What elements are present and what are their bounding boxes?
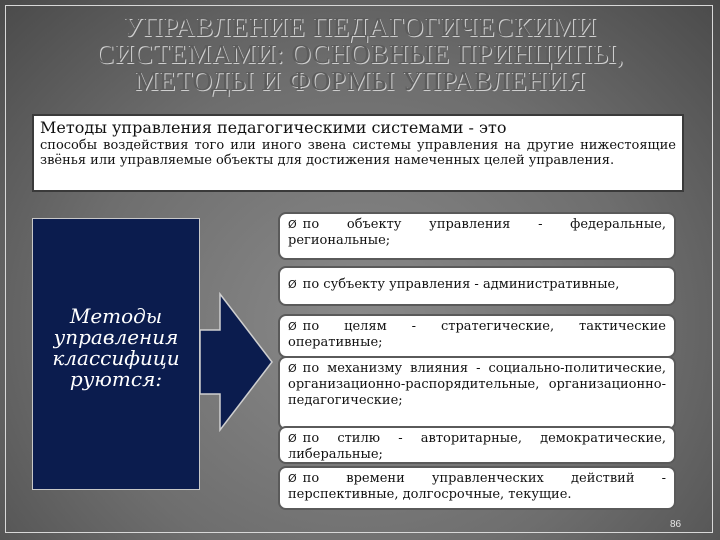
bullet-arrow-icon: Ø [288, 218, 297, 231]
bullet-arrow-icon: Ø [288, 362, 297, 375]
item-text: по времени управленческих действий - перспективные, долгосрочные, текущие. [288, 471, 666, 502]
bullet-arrow-icon: Ø [288, 432, 297, 445]
slide-title [30, 14, 690, 95]
classification-label-line-3: классифици [52, 346, 180, 370]
item-text: по объекту управления - федеральные, региональные; [288, 217, 666, 248]
definition-text: способы воздействия того или иного звена системы управления на другие нижестоящие звёнья или управляемые объекты для достижения намеченных целей управления. [40, 138, 676, 168]
bullet-arrow-icon: Ø [288, 472, 297, 485]
item-text: по целям - стратегические, тактические оперативные; [288, 319, 666, 350]
title-line-1: УПРАВЛЕНИЕ ПЕДАГОГИЧЕСКИМИ [123, 12, 597, 42]
list-item-by-object [278, 212, 676, 260]
item-text: по стилю - авторитарные, демократические, либеральные; [288, 431, 666, 462]
title-line-2: СИСТЕМАМИ: ОСНОВНЫЕ ПРИНЦИПЫ, [96, 39, 624, 69]
list-item-by-style [278, 426, 676, 464]
classification-label [40, 306, 192, 390]
definition-lead: Методы управления педагогическими системами - это [40, 118, 507, 137]
classification-label-line-4: руются: [69, 367, 163, 391]
bullet-arrow-icon: Ø [288, 278, 297, 291]
list-item-by-goals [278, 314, 676, 358]
classification-label-line-1: Методы [69, 304, 163, 328]
item-text: по субъекту управления - административные, [302, 277, 620, 292]
item-text: по механизму влияния - социально-политические, организационно-распорядительные, организационно-педагогические; [288, 361, 666, 408]
classification-label-line-2: управления [53, 325, 179, 349]
page-number: 86 [670, 519, 682, 530]
bullet-arrow-icon: Ø [288, 320, 297, 333]
title-line-3: МЕТОДЫ И ФОРМЫ УПРАВЛЕНИЯ [134, 66, 586, 96]
list-item-by-mechanism [278, 356, 676, 430]
definition-box [32, 114, 684, 192]
list-item-by-time [278, 466, 676, 510]
list-item-by-subject [278, 266, 676, 306]
right-arrow-icon [200, 292, 274, 432]
